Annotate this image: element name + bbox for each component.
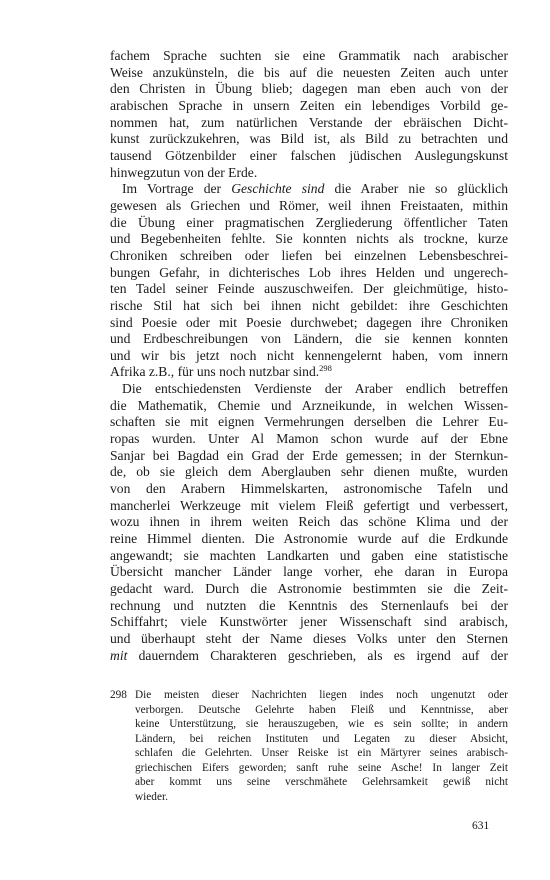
text-line: rechnung und nutzten die Kenntnis des Sternenlaufs bei der <box>110 597 508 613</box>
text-line: Die entschiedensten Verdienste der Araber endlich betreffen <box>122 381 508 397</box>
text-line: nommen hat, zum natürlichen Verstande der ebräischen Dicht- <box>110 114 508 130</box>
footnote-line: griechischen Eifers geworden; sanft ruhe seine Asche! In langer Zeit <box>135 761 508 774</box>
footnote-line: wieder. <box>135 790 168 803</box>
text-line: Weise anzukünsteln, die bis auf die neuesten Zeiten auch unter <box>110 64 508 80</box>
text-line: fachem Sprache suchten sie eine Grammatik nach arabischer <box>110 48 508 63</box>
text-line: schaften sie mit eignen Vermehrungen derselben die Lehrer Eu- <box>110 414 508 430</box>
text-line: wozu ihnen in ihrem weiten Reich das schöne Klima und der <box>110 514 508 530</box>
italic-emphasis: Geschichte sind <box>231 181 325 197</box>
text-line: die Übung einer pragmatischen Zergliederung öffentlicher Taten <box>110 214 508 230</box>
text-line: die Mathematik, Chemie und Arzneikunde, in welchen Wissen- <box>110 397 508 413</box>
footnote <box>110 688 508 804</box>
text-line: bungen Gefahr, in dichterisches Lob ihres Helden und ungerech- <box>110 264 508 280</box>
footnote-text <box>110 688 508 804</box>
text-line: mit dauerndem Charakteren geschrieben, als es irgend auf der <box>110 647 508 663</box>
text-line: rische Stil hat sich bei ihnen nicht gebildet: ihre Geschichten <box>110 297 508 313</box>
text-line: kunst zurückzukehren, was Bild ist, als Bild zu betrachten und <box>110 131 508 147</box>
footnote-line: Die meisten dieser Nachrichten liegen indes noch ungenutzt oder <box>135 689 508 701</box>
page-number: 631 <box>472 820 490 832</box>
text-line: reine Himmel dienten. Die Astronomie wurde auf die Erdkunde <box>110 531 508 547</box>
text-line: gewesen als Griechen und Römer, weil ihnen Freistaaten, mithin <box>110 197 508 213</box>
footnote-line: Ländern, bei reichen Instituten und Legaten zu dieser Absicht, <box>135 732 508 745</box>
footnote-line: verborgen. Deutsche Gelehrte haben Fleiß und Kenntnisse, aber <box>135 703 508 716</box>
body-text <box>110 48 508 664</box>
text-line: und Begebenheiten fehlte. Sie konnten nichts als trockne, kurze <box>110 231 508 247</box>
text-line: de, ob sie gleich dem Aberglauben sehr dienen mußte, wurden <box>110 464 508 480</box>
footnote-line: schlafen die Gelehrten. Unser Reiske ist ein Märtyrer seines arabisch- <box>135 747 508 759</box>
text-line: arabischen Sprache in unsern Zeiten ein lebendiges Vorbild ge- <box>110 97 508 113</box>
text-line: Im Vortrage der Geschichte sind die Araber nie so glücklich <box>122 181 508 197</box>
text-line: und überhaupt steht der Name dieses Volks unter den Sternen <box>110 630 508 646</box>
footnote-number: 298 <box>110 689 127 701</box>
italic-emphasis: mit <box>110 647 128 663</box>
footnote-line: aber kommt uns seine verschmähete Gelehrsamkeit gewiß nicht <box>135 776 508 788</box>
text-line: Sanjar bei Bagdad ein Grad der Erde gemessen; in der Sternkun- <box>110 447 508 463</box>
text-line: und Erdbeschreibungen von Ländern, die sie kennen konnten <box>110 331 508 347</box>
text-line: Übersicht mancher Länder lange vorher, ehe daran in Europa <box>110 564 508 580</box>
text-line: Chroniken schreiben oder liefen bei einzelnen Lebensbeschrei- <box>110 247 508 263</box>
text-line: gedacht ward. Durch die Astronomie bestimmten sie die Zeit- <box>110 581 508 596</box>
text-line: hinwegzutun von der Erde. <box>110 164 258 180</box>
text-line: mancherlei Werkzeuge mit vielem Fleiß gefertigt und verbessert, <box>110 497 508 513</box>
text-line: den Christen in Übung blieb; dagegen man eben auch von der <box>110 81 508 97</box>
text-line: und wir bis jetzt noch nicht kennengelernt haben, vom innern <box>110 347 508 363</box>
footnote-reference[interactable]: 298 <box>319 363 332 374</box>
text-line: Schiffahrt; viele Kunstwörter jener Wissenschaft sind arabisch, <box>110 614 508 630</box>
text-line: von den Arabern Himmelskarten, astronomische Tafeln und <box>110 481 508 497</box>
text-line: Afrika z.B., für uns noch nutzbar sind.$^{298}$ <box>110 363 332 380</box>
text-line: tausend Götzenbilder einer falschen jüdischen Auslegungskunst <box>110 147 508 163</box>
text-line: sind Poesie oder mit Poesie durchwebet; dagegen ihre Chroniken <box>110 314 508 330</box>
footnote-line: keine Unterstützung, sie herauszugeben, wie es sein sollte; in andern <box>135 718 508 730</box>
text-line: ropas wurden. Unter Al Mamon schon wurde auf der Ebne <box>110 431 508 447</box>
text-line: angewandt; sie machten Landkarten und gaben eine statistische <box>110 547 508 563</box>
text-line: ten Tadel seiner Feinde auszuschweifen. Der gleichmütige, histo- <box>110 281 508 297</box>
page <box>110 48 508 803</box>
